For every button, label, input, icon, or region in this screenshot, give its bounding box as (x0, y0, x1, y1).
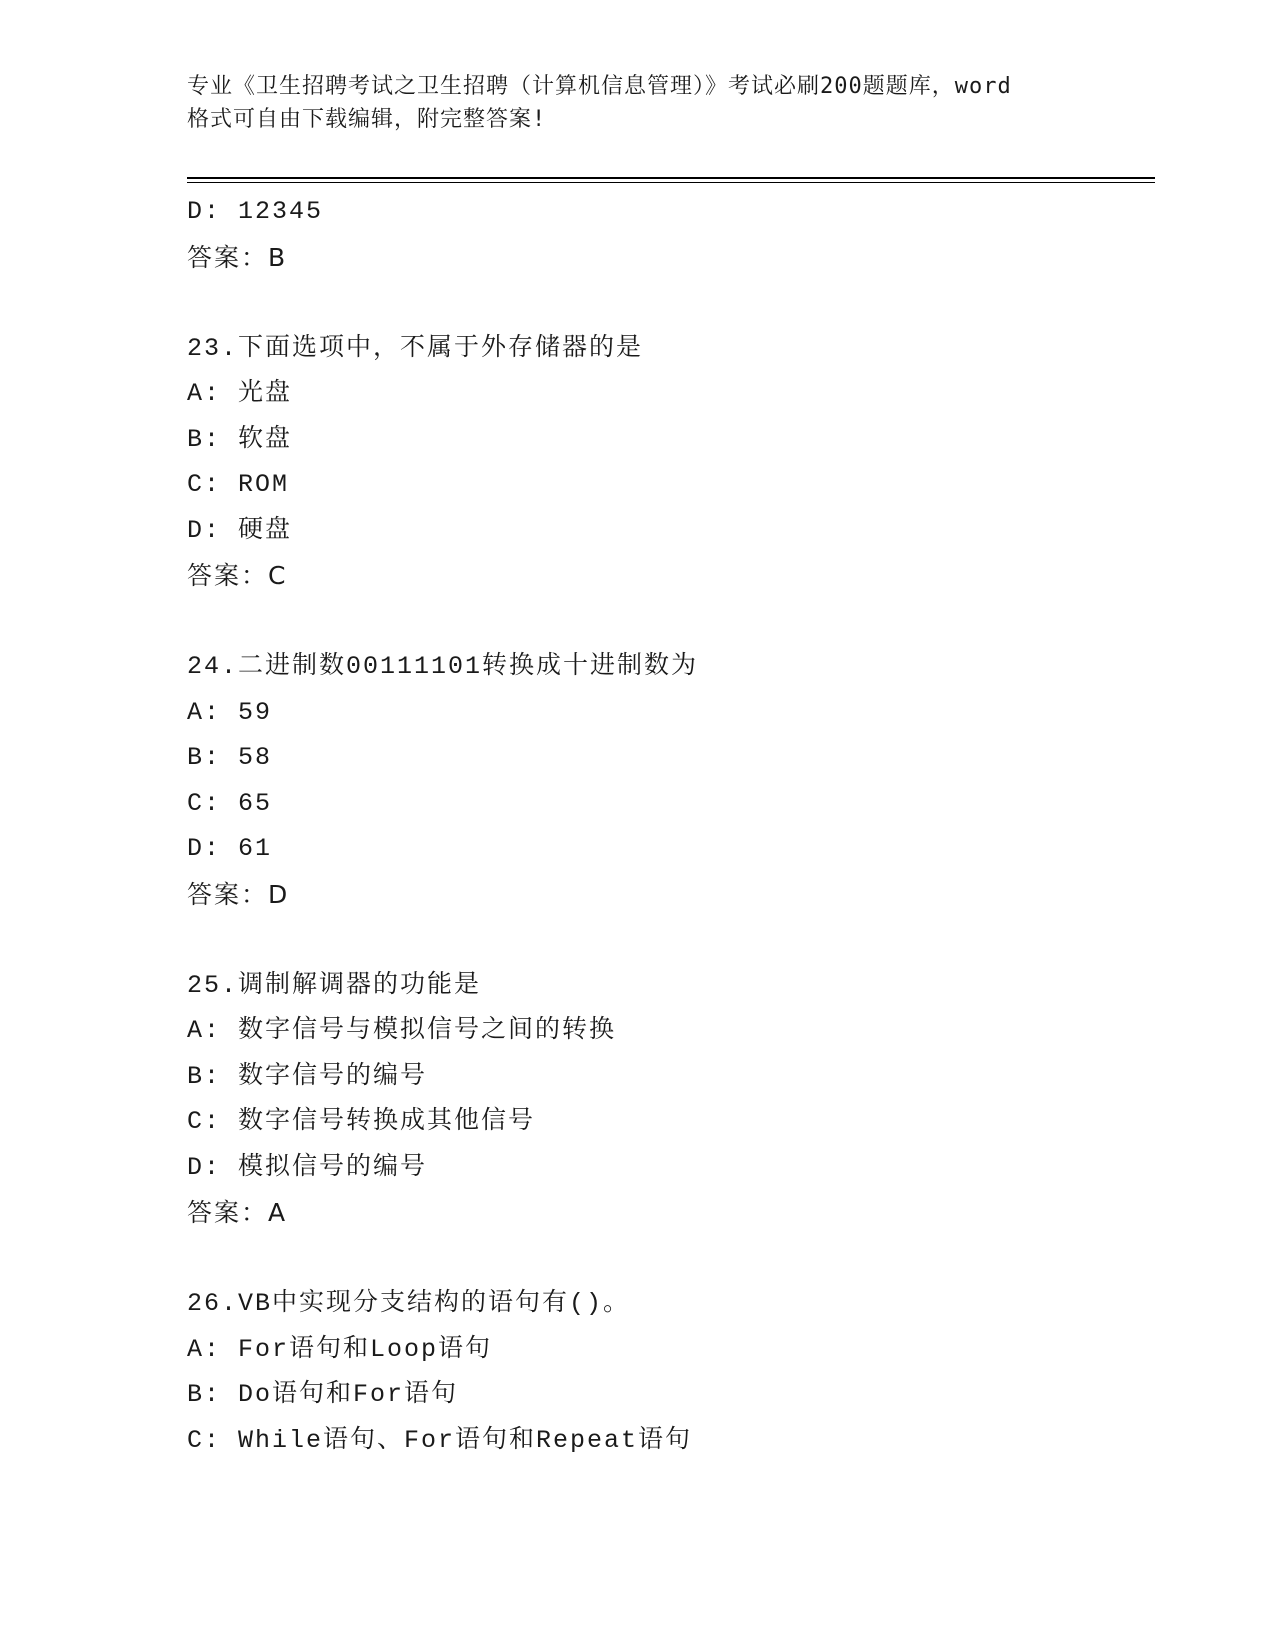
option-b: B: 数字信号的编号 (187, 1061, 428, 1091)
option-d: D: 12345 (187, 197, 324, 226)
option-b: B: Do语句和For语句 (187, 1380, 459, 1409)
spacer (187, 917, 1155, 963)
option-a: A: 数字信号与模拟信号之间的转换 (187, 1016, 617, 1045)
option-c: C: While语句、For语句和Repeat语句 (187, 1425, 693, 1455)
header-title-line-2: 格式可自由下载编辑，附完整答案! (187, 107, 547, 132)
header-divider-thick (187, 177, 1155, 179)
header-divider-thin (187, 182, 1155, 183)
spacer (187, 280, 1155, 326)
option-d: D: 61 (187, 834, 273, 863)
question-block-23 (187, 326, 1155, 599)
option-c: C: 数字信号转换成其他信号 (187, 1107, 536, 1136)
option-a: A: 光盘 (187, 379, 293, 408)
question-stem: 24.二进制数00111101转换成十进制数为 (187, 652, 699, 681)
option-c: C: ROM (187, 470, 290, 499)
header-title-line-1: 专业《卫生招聘考试之卫生招聘（计算机信息管理）》考试必刷200题题库，word (187, 74, 1012, 99)
question-stem: 25.调制解调器的功能是 (187, 970, 482, 1000)
question-stem: 23.下面选项中，不属于外存储器的是 (187, 333, 644, 363)
question-block-25 (187, 963, 1155, 1236)
previous-question-tail (187, 189, 1155, 280)
question-stem: 26.VB中实现分支结构的语句有()。 (187, 1289, 631, 1318)
question-list (187, 189, 1155, 1463)
spacer (187, 599, 1155, 645)
document-header (187, 70, 1087, 136)
spacer (187, 1236, 1155, 1282)
option-b: B: 58 (187, 743, 273, 772)
option-a: A: For语句和Loop语句 (187, 1334, 493, 1364)
answer-line: 答案：C (187, 561, 288, 590)
option-d: D: 硬盘 (187, 515, 293, 545)
option-a: A: 59 (187, 697, 273, 727)
option-d: D: 模拟信号的编号 (187, 1152, 428, 1182)
option-c: C: 65 (187, 788, 273, 818)
question-block-26 (187, 1281, 1155, 1463)
option-b: B: 软盘 (187, 424, 293, 454)
answer-line: 答案：B (187, 242, 288, 272)
answer-line: 答案：D (187, 879, 290, 909)
answer-line: 答案：A (187, 1198, 288, 1227)
question-block-24 (187, 644, 1155, 917)
